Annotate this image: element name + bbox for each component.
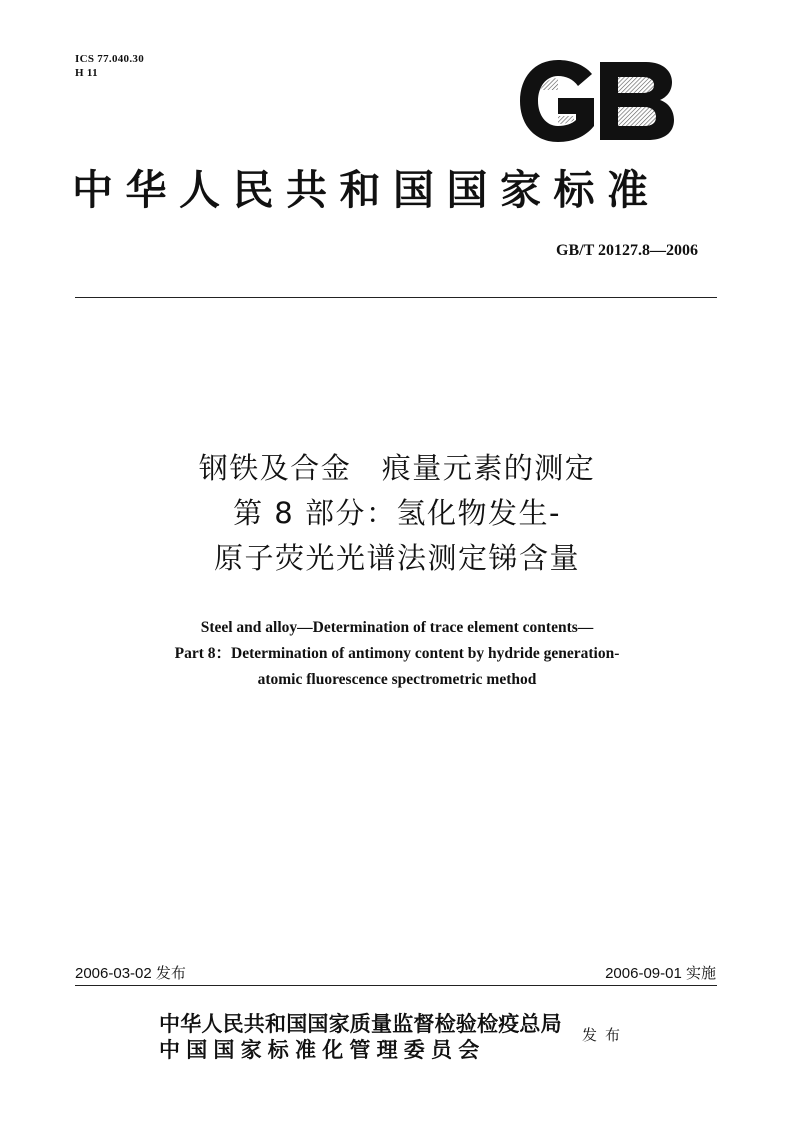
english-title <box>0 615 794 693</box>
standard-number: GB/T 20127.8—2006 <box>556 242 698 259</box>
top-divider <box>75 297 717 298</box>
chinese-title-line-1: 钢铁及合金 痕量元素的测定 <box>198 451 596 485</box>
bottom-divider <box>75 985 717 986</box>
chinese-title-line-2: 第 8 部分：氢化物发生- <box>233 496 561 530</box>
chinese-title <box>0 446 794 581</box>
national-standard-title: 中华人民共和国国家标准 <box>72 166 661 214</box>
issuer-sac: 中国国家标准化管理委员会 <box>159 1037 486 1062</box>
english-title-line-1: Steel and alloy—Determination of trace element contents— <box>200 619 594 636</box>
english-title-line-2: Part 8：Determination of antimony content by hydride generation- <box>174 645 620 662</box>
issuer-aqsiq: 中华人民共和国国家质量监督检验检疫总局 <box>159 1011 562 1036</box>
chinese-title-line-3: 原子荧光光谱法测定锑含量 <box>213 541 580 575</box>
issue-date: 2006-03-02 发布 <box>75 965 186 982</box>
classification-codes <box>75 52 144 80</box>
ccs-code: H 11 <box>75 67 98 79</box>
publish-label: 发布 <box>582 1026 629 1044</box>
ics-code: ICS 77.040.30 <box>75 53 144 65</box>
gb-emblem-icon <box>518 60 674 142</box>
implementation-date: 2006-09-01 实施 <box>605 965 716 982</box>
english-title-line-3: atomic fluorescence spectrometric method <box>257 671 537 688</box>
